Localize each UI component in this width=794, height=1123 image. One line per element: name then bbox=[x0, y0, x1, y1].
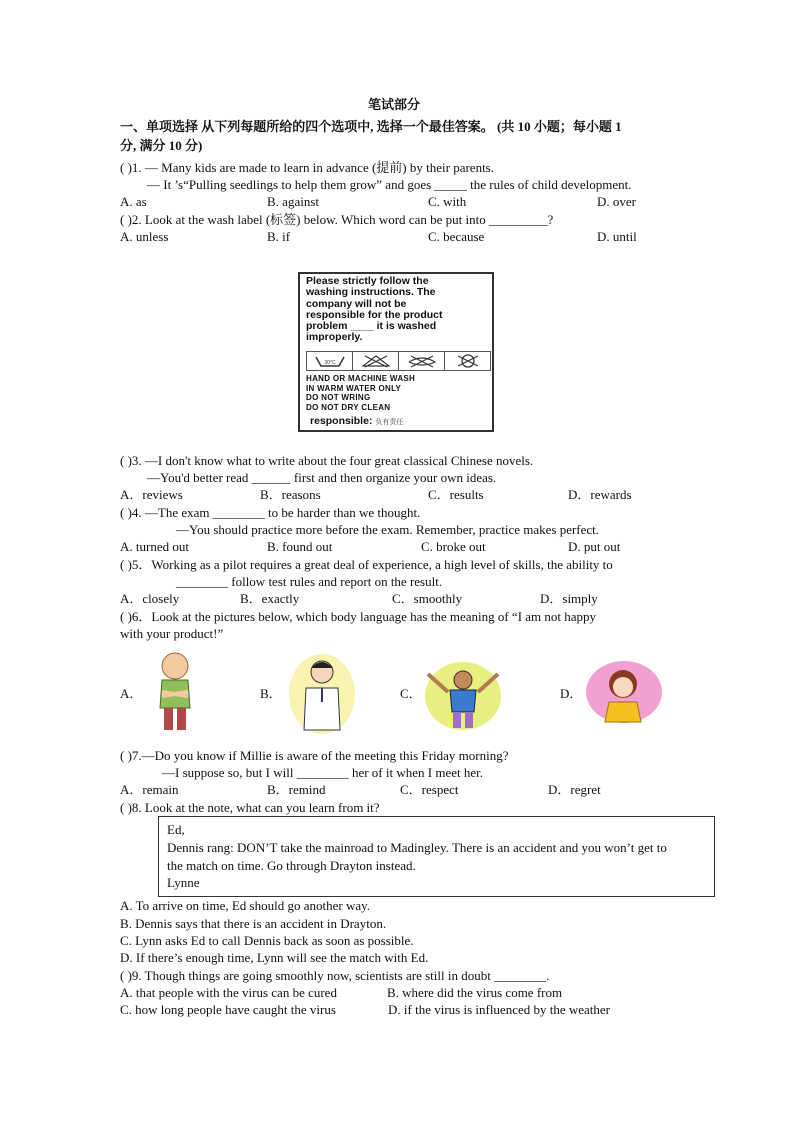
note-body-cont: the match on time. Go through Drayton instead. bbox=[167, 858, 416, 873]
q2-stem: ( )2. Look at the wash label (标签) below. Which word can be put into _________? bbox=[120, 212, 554, 227]
q4-option-d: D. put out bbox=[568, 539, 621, 554]
wash-temp: 30°C bbox=[323, 360, 336, 366]
note-signature: Lynne bbox=[167, 875, 200, 890]
q4-stem: ( )4. —The exam ________ to be harder than we thought. bbox=[120, 505, 421, 520]
wash-label-line: responsible for the product bbox=[306, 308, 443, 321]
no-bleach-icon bbox=[353, 352, 399, 370]
q7-option-c: C．respect bbox=[400, 782, 459, 797]
q7-option-b: B．remind bbox=[267, 782, 326, 797]
q5-option-b: B．exactly bbox=[240, 591, 300, 606]
q5-stem: ( )5．Working as a pilot requires a great deal of experience, a high level of skills, the ability to bbox=[120, 557, 613, 572]
wash-label-image bbox=[298, 272, 494, 432]
q1-option-d: D. over bbox=[597, 194, 636, 209]
care-line: DO NOT WRING bbox=[306, 393, 371, 403]
q8-option-c: C. Lynn asks Ed to call Dennis back as soon as possible. bbox=[120, 933, 414, 948]
q1-option-c: C. with bbox=[428, 194, 467, 209]
q8-option-a: A. To arrive on time, Ed should go another way. bbox=[120, 898, 371, 913]
q3-option-d: D．rewards bbox=[568, 487, 632, 502]
q4-option-a: A. turned out bbox=[120, 539, 189, 554]
care-line: HAND OR MACHINE WASH bbox=[306, 374, 416, 383]
q4-option-b: B. found out bbox=[267, 539, 333, 554]
q1-stem: ( )1. — Many kids are made to learn in advance (提前) by their parents. bbox=[120, 160, 494, 175]
section-heading: 一、单项选择 从下列每题所给的四个选项中, 选择一个最佳答案。 (共 10 小题；每小题 1 bbox=[120, 119, 622, 134]
q1-line2: — It ’s“Pulling seedlings to help them grow” and goes _____ the rules of child development. bbox=[147, 177, 632, 192]
q1-option-b: B. against bbox=[267, 194, 319, 209]
q3-stem: ( )3. —I don't know what to write about the four great classical Chinese novels. bbox=[120, 453, 534, 468]
wash-label-text bbox=[306, 276, 443, 344]
no-dry-clean-icon bbox=[445, 352, 490, 370]
q2-option-a: A. unless bbox=[120, 229, 169, 244]
note-body: Dennis rang: DON’T take the mainroad to Madingley. There is an accident and you won’t get to bbox=[167, 840, 667, 855]
q7-option-a: A．remain bbox=[120, 782, 179, 797]
q9-option-c: C. how long people have caught the virus bbox=[120, 1002, 336, 1017]
q3-line2: —You'd better read ______ first and then organize your own ideas. bbox=[147, 470, 497, 485]
q9-stem: ( )9. Though things are going smoothly now, scientists are still in doubt ________. bbox=[120, 968, 550, 983]
care-symbols bbox=[306, 351, 491, 371]
q9-option-b: B. where did the virus come from bbox=[387, 985, 563, 1000]
q6-option-b: B． bbox=[260, 686, 282, 701]
q5-line2: ________ follow test rules and report on the result. bbox=[176, 574, 443, 589]
footer-meaning: 负有责任 bbox=[375, 419, 404, 426]
wash-label-footer bbox=[310, 415, 403, 427]
q7-stem: ( )7.—Do you know if Millie is aware of the meeting this Friday morning? bbox=[120, 748, 509, 763]
wash-label-line: Please strictly follow the bbox=[306, 275, 429, 287]
q5-option-d: D．simply bbox=[540, 591, 598, 606]
boy-arms-raised-picture bbox=[424, 660, 502, 732]
q2-option-b: B. if bbox=[267, 229, 291, 244]
q6-line2: with your product!” bbox=[120, 626, 224, 641]
wash-label-line: improperly. bbox=[306, 331, 363, 344]
no-wring-icon bbox=[399, 352, 445, 370]
q9-option-a: A. that people with the virus can be cured bbox=[120, 985, 337, 1000]
q6-option-d: D． bbox=[560, 686, 583, 701]
section-heading-cont: 分, 满分 10 分) bbox=[120, 138, 203, 153]
care-instructions bbox=[306, 374, 415, 412]
q4-option-c: C. broke out bbox=[421, 539, 486, 554]
q3-option-a: A．reviews bbox=[120, 487, 183, 502]
footer-term: responsible: bbox=[310, 415, 373, 427]
q2-option-d: D. until bbox=[597, 229, 637, 244]
q8-option-d: D. If there’s enough time, Lynn will see the match with Ed. bbox=[120, 950, 429, 965]
page-title: 笔试部分 bbox=[368, 97, 421, 112]
wash-label-line: problem ____ it is washed bbox=[306, 320, 437, 333]
wash-tub-icon bbox=[307, 352, 353, 370]
care-line: DO NOT DRY CLEAN bbox=[306, 402, 391, 412]
q3-option-c: C．results bbox=[428, 487, 484, 502]
girl-hands-on-face-picture bbox=[585, 660, 663, 724]
q5-option-c: C．smoothly bbox=[392, 591, 463, 606]
q2-option-c: C. because bbox=[428, 229, 485, 244]
q4-line2: —You should practice more before the exam. Remember, practice makes perfect. bbox=[176, 522, 600, 537]
q8-option-b: B. Dennis says that there is an accident in Drayton. bbox=[120, 916, 387, 931]
q7-line2: —I suppose so, but I will ________ her of it when I meet her. bbox=[162, 765, 483, 780]
q6-stem: ( )6．Look at the pictures below, which body language has the meaning of “I am not happy bbox=[120, 609, 597, 624]
q8-stem: ( )8. Look at the note, what can you learn from it? bbox=[120, 800, 380, 815]
q1-option-a: A. as bbox=[120, 194, 147, 209]
wash-label-line: company will not be bbox=[306, 297, 407, 310]
care-line: IN WARM WATER ONLY bbox=[306, 383, 402, 393]
note-box bbox=[158, 816, 715, 897]
boy-standing-picture bbox=[288, 652, 356, 734]
q6-option-a: A． bbox=[120, 686, 143, 701]
q7-option-d: D．regret bbox=[548, 782, 601, 797]
wash-label-line: washing instructions. The bbox=[306, 286, 436, 299]
note-greeting: Ed, bbox=[167, 822, 185, 837]
q9-option-d: D. if the virus is influenced by the weather bbox=[388, 1002, 611, 1017]
q6-option-c: C． bbox=[400, 686, 422, 701]
q3-option-b: B．reasons bbox=[260, 487, 321, 502]
boy-arms-crossed-picture bbox=[150, 650, 200, 735]
q5-option-a: A．closely bbox=[120, 591, 180, 606]
